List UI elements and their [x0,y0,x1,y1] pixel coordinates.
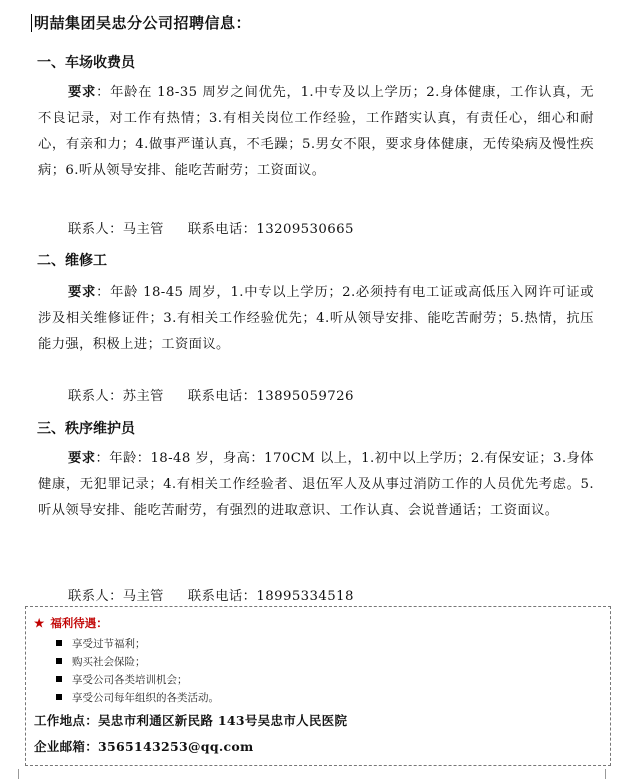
list-item: 享受公司各类培训机会； [56,671,219,689]
benefits-title [34,615,108,631]
benefits-box [25,606,611,766]
section-heading-cashier: 一、车场收费员 [37,55,135,71]
list-item: 享受过节福利； [56,635,219,653]
section-heading-maintenance: 二、维修工 [37,253,107,269]
contact-line-security [68,585,354,604]
star-icon: ★ [34,616,45,630]
requirements-paragraph-maintenance [38,280,594,358]
page-corner-mark [18,769,29,779]
requirements-label: 要求 [68,451,96,466]
section-heading-security: 三、秩序维护员 [37,421,135,437]
requirements-paragraph-security [38,446,594,524]
contact-phone: 联系电话：13209530665 [187,222,354,237]
company-email: 企业邮箱：3565143253@qq.com [34,739,254,754]
contact-person: 联系人：苏主管 [68,389,164,404]
contact-person: 联系人：马主管 [68,222,164,237]
list-item: 享受公司每年组织的各类活动。 [56,689,219,707]
page-corner-mark [595,769,606,779]
list-item: 购买社会保险； [56,653,219,671]
contact-line-maintenance [68,385,354,404]
square-bullet-icon [56,640,62,646]
benefits-title-text: 福利待遇： [50,616,108,630]
benefits-list [56,635,219,707]
square-bullet-icon [56,658,62,664]
work-location: 工作地点：吴忠市利通区新民路 143号吴忠市人民医院 [34,713,348,728]
requirements-text: ：年龄：18-48 岁，身高：170CM 以上，1.初中以上学历；2.有保安证；3.身体健康，无犯罪记录；4.有相关工作经验者、退伍军人及从事过消防工作的人员优先考虑。5.听从领导安排、能吃苦耐劳，有强烈的进取意识、工作认真、会说普通话；工资面议。 [38,451,594,518]
square-bullet-icon [56,694,62,700]
requirements-label: 要求 [68,85,97,100]
contact-phone: 联系电话：13895059726 [187,389,354,404]
requirements-text: ：年龄 18-45 周岁，1.中专以上学历；2.必须持有电工证或高低压入网许可证或涉及相关维修证件；3.有相关工作经验优先；4.听从领导安排、能吃苦耐劳；5.热情，抗压能力强，积极上进；工资面议。 [38,285,594,352]
document-title: 明喆集团吴忠分公司招聘信息： [34,14,252,32]
contact-line-cashier [68,218,354,237]
contact-person: 联系人：马主管 [68,589,164,604]
requirements-label: 要求 [68,285,97,300]
text-cursor [31,14,32,32]
requirements-text: ：年龄在 18-35 周岁之间优先，1.中专及以上学历；2.身体健康，工作认真，无不良记录，对工作有热情；3.有相关岗位工作经验，工作踏实认真，有责任心，细心和耐心，有亲和力；4.做事严谨认真，不毛躁；5.男女不限，要求身体健康，无传染病及慢性疾病；6.听从领导安排、能吃苦耐劳；工资面议。 [38,85,594,178]
requirements-paragraph-cashier [38,80,594,184]
square-bullet-icon [56,676,62,682]
contact-phone: 联系电话：18995334518 [187,589,354,604]
